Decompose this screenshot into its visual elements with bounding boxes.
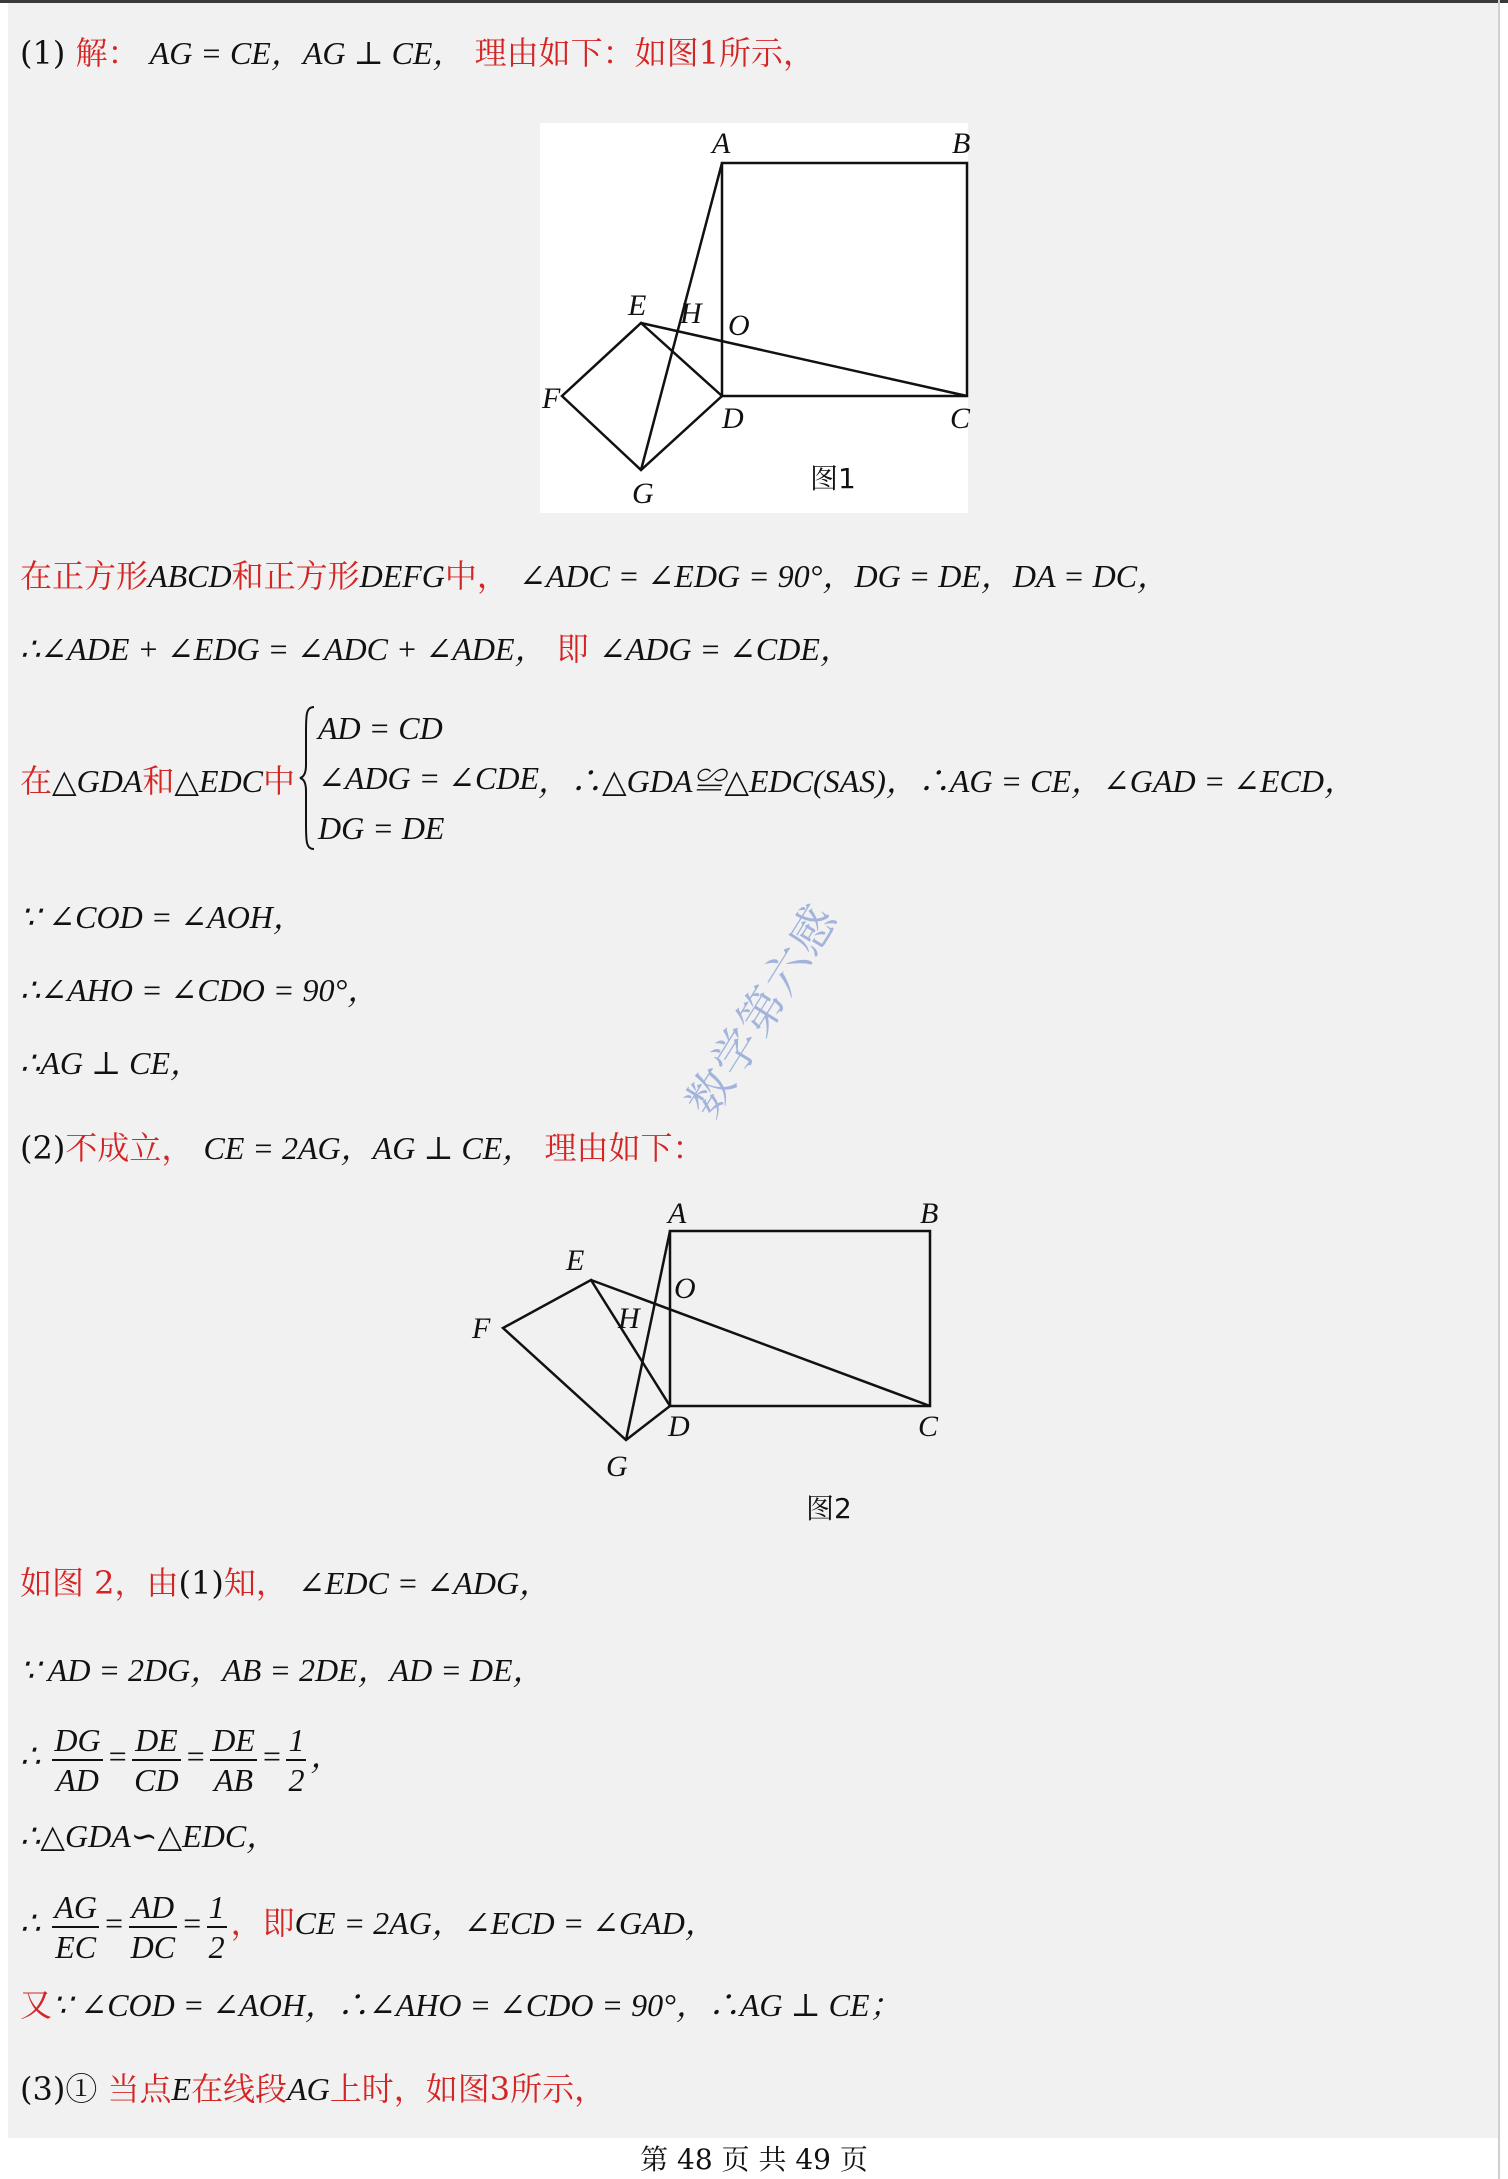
step-5: ∴∠AHO = ∠CDO = 90°， [20,972,380,1008]
denominator: DC [130,1928,176,1965]
p2-line-2: ∵ AD = 2DG，AB = 2DE，AD = DE， [20,1652,545,1688]
text-zai: 在 [20,762,53,800]
segment-ag-name: AG [287,2071,330,2107]
label-c: C [918,1410,939,1443]
label-d: D [668,1410,690,1443]
label-h: H [618,1302,640,1335]
label-o: O [728,309,750,342]
fraction-ag-ec [52,1888,99,1966]
figure-2-diagram [468,1198,1068,1528]
reason-text: 理由如下： [544,1129,705,1167]
numerator: 1 [286,1721,306,1761]
page-footer: 第 48 页 共 49 页 [640,2143,868,2176]
system-line-2: ∠ADG = ∠CDE [318,760,539,796]
ji-label: 即 [556,630,589,668]
triangle-gda: △GDA [52,763,143,799]
step-1 [20,556,1169,596]
label-c: C [950,402,971,435]
numerator: DG [52,1721,102,1761]
fraction-de-ab [210,1721,257,1799]
figure-1-diagram [540,123,971,513]
p2-line-3: ∴ $\frac{DG}{AD}$ = $\frac{DE}{CD}$ = $\frac{DE}{AB}$ = $\frac{1}{2}$ ， [20,1721,343,1798]
numerator: DE [132,1721,180,1761]
part-number: (2) [20,1129,66,1167]
brace-icon [298,703,318,853]
fraction-half [207,1888,227,1966]
figure-2 [468,1198,1068,1528]
part-number: (3)① [20,2070,98,2108]
ratio-result: CE = 2AG，∠ECD = ∠GAD， [294,1905,717,1941]
document-page [8,3,1498,2138]
p2-line-4: ∴△GDA∽△EDC， [20,1818,279,1854]
square-defg-name: DEFG [359,558,445,594]
therefore-symbol: ∴ [20,1905,41,1941]
p2-line-6 [20,1985,902,2025]
part2-header [20,1128,705,1168]
numerator: 1 [207,1888,227,1928]
numerator: AD [129,1888,177,1928]
rectangle-defg [503,1280,670,1440]
comma: ， [310,1738,343,1774]
segment-ec [641,323,967,396]
you-text: 又 [20,1986,53,2024]
step-2 [20,629,852,669]
on-segment-text: 在线段 [191,2070,288,2108]
label-g: G [632,477,654,510]
numerator: AG [52,1888,99,1928]
label-h: H [680,297,702,330]
when-point-text: 当点 [107,2070,172,2108]
label-e: E [628,289,647,322]
label-a: A [668,1197,687,1230]
text-in-square: 在正方形 [20,557,149,595]
label-e: E [566,1244,585,1277]
denominator: CD [134,1761,179,1798]
label-f: F [542,382,561,415]
figure-2-caption: 图2 [806,1492,852,1525]
denominator: 2 [288,1761,305,1798]
zhi-text: 知， [223,1564,288,1602]
label-d: D [722,402,744,435]
figure-3-ref: 上时，如图3所示， [329,2070,607,2108]
text-and-square: 和正方形 [231,557,360,595]
denominator: AB [214,1761,254,1798]
segment-ag [626,1231,670,1440]
perpendicular-conclusion: ∵ ∠COD = ∠AOH，∴∠AHO = ∠CDO = 90°，∴AG ⊥ CE； [52,1987,902,2023]
denominator: EC [55,1928,97,1965]
fraction-dg-ad [52,1721,102,1799]
label-o: O [674,1272,696,1305]
label-a: A [712,127,731,160]
point-e: E [171,2071,192,2107]
label-b: B [920,1197,939,1230]
step-4: ∵ ∠COD = ∠AOH， [20,899,305,935]
figure-ref: 如图 2，由 [20,1564,179,1602]
fraction-de-cd [132,1721,180,1799]
system-brace [298,703,318,853]
part1-header [20,33,815,73]
triangle-edc: △EDC [174,763,264,799]
p2-line-5: ∴ $\frac{AG}{EC}$ = $\frac{AD}{DC}$ = $\frac{1}{2}$ ，即CE = 2AG，∠ECD = ∠GAD， [20,1888,717,1965]
text-zhong: 中 [263,762,296,800]
solve-label: 解： [75,34,140,72]
therefore-symbol: ∴ [20,1738,41,1774]
step-2-result: ∠ADG = ∠CDE， [598,631,852,667]
system-line-1: AD = CD [318,710,443,746]
step-3-lead [20,761,295,801]
step-6: ∴AG ⊥ CE， [20,1045,203,1081]
claim-expression: CE = 2AG，AG ⊥ CE， [203,1130,535,1166]
numerator: DE [210,1721,257,1761]
fraction-half [286,1721,306,1799]
square-abcd [722,163,967,396]
segment-ec [591,1280,930,1406]
p2-line-1 [20,1563,551,1603]
ji-label: ，即 [230,1905,295,1941]
denominator: 2 [208,1928,225,1965]
denominator: AD [56,1761,99,1798]
text-he: 和 [142,762,175,800]
system-line-3: DG = DE [318,810,445,846]
fraction-ad-dc [129,1888,177,1966]
square-abcd-name: ABCD [148,558,232,594]
rectangle-abcd [670,1231,930,1406]
figure-1 [540,123,971,513]
reason-text: 理由如下：如图1所示， [474,34,816,72]
part-ref: (1) [178,1564,224,1602]
step-3-conclusion: ，∴△GDA≌△EDC(SAS)，∴AG = CE，∠GAD = ∠ECD， [538,763,1356,799]
label-f: F [472,1312,491,1345]
step-1-equations: ∠ADC = ∠EDG = 90°，DG = DE，DA = DC， [519,558,1170,594]
label-b: B [952,127,971,160]
text-middle: 中， [444,557,509,595]
right-border [1498,0,1500,2179]
figure-1-caption: 图1 [810,462,856,495]
not-hold-text: 不成立， [65,1129,194,1167]
square-defg [562,323,722,470]
angle-equality: ∠EDC = ∠ADG， [298,1565,552,1601]
label-g: G [606,1450,628,1483]
part-number: (1) [20,34,66,72]
step-2-expression: ∴∠ADE + ∠EDG = ∠ADC + ∠ADE， [20,631,547,667]
claim-expression: AG = CE，AG ⊥ CE， [149,35,465,71]
watermark: 数学第六感 [675,894,849,1127]
part3-header [20,2069,606,2109]
